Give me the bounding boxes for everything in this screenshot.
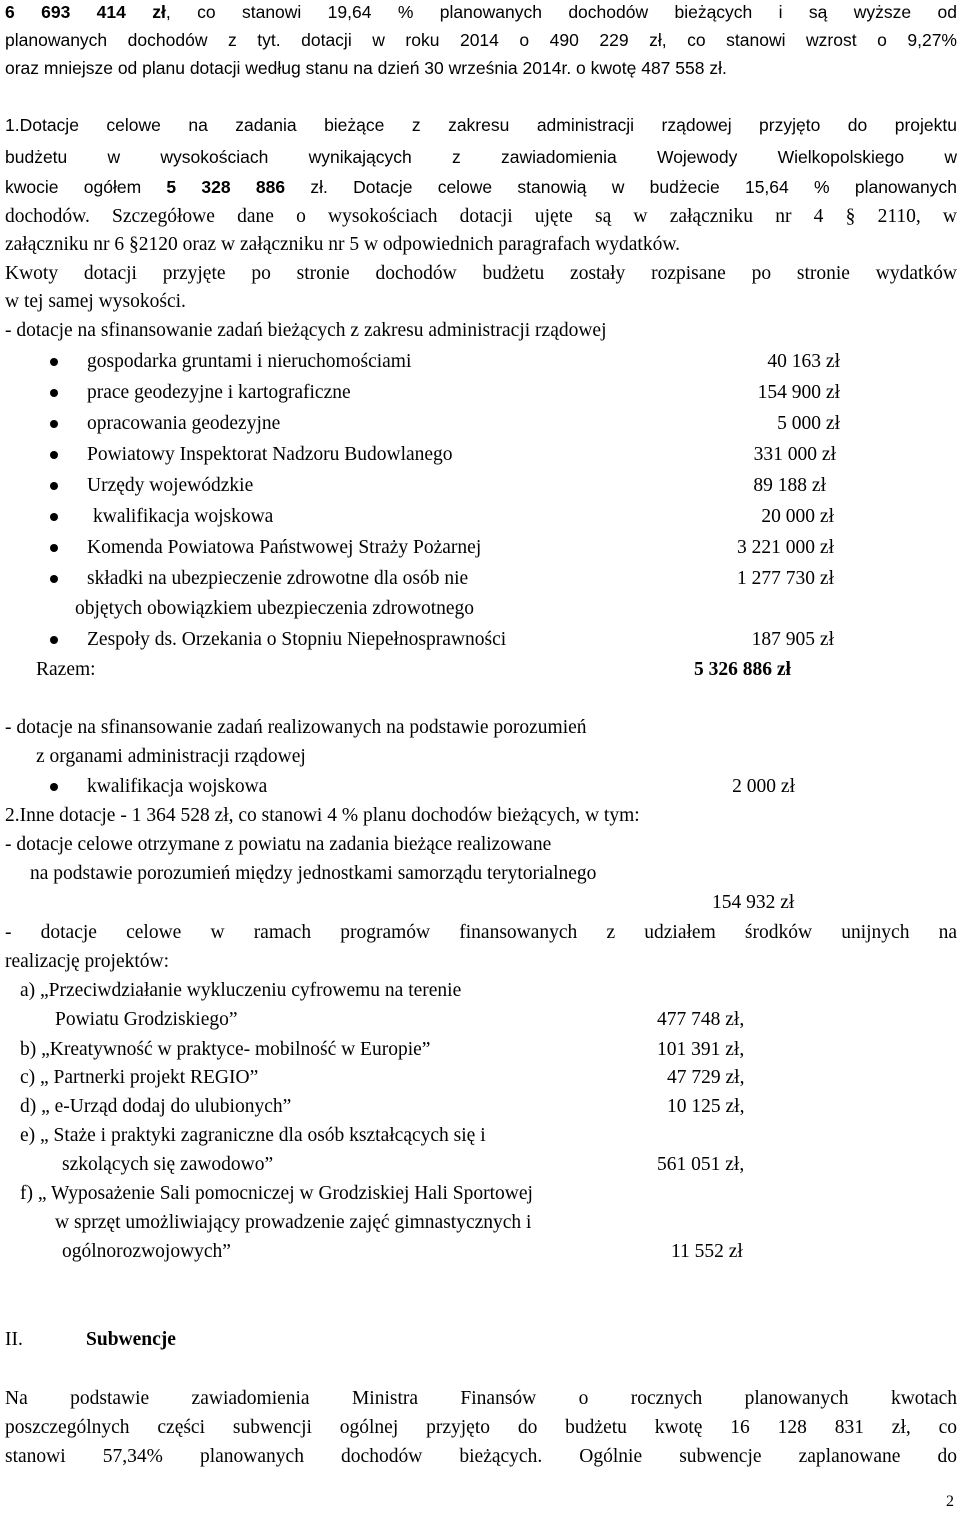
project-e-amount: 561 051 zł, bbox=[657, 1154, 745, 1175]
sec1-line-3: kwocie ogółem 5 328 886 zł. Dotacje celowe stanowią w budżecie 15,64 % planowanych bbox=[5, 177, 957, 197]
bullet-icon bbox=[50, 783, 58, 791]
item-amount: 2 000 zł bbox=[732, 776, 795, 797]
item-amount: 89 188 zł bbox=[753, 475, 826, 496]
bullet-icon bbox=[50, 482, 58, 490]
project-c: c) „ Partnerki projekt REGIO” bbox=[20, 1067, 259, 1088]
project-a-amount: 477 748 zł, bbox=[657, 1009, 745, 1030]
sec1-list-heading: - dotacje na sfinansowanie zadań bieżących z zakresu administracji rządowej bbox=[5, 320, 607, 341]
item-amount: 1 277 730 zł bbox=[737, 568, 834, 589]
list-item: prace geodezyjne i kartograficzne 154 900 zł bbox=[50, 380, 840, 406]
bullet-icon bbox=[50, 420, 58, 428]
sec1-line-7: w tej samej wysokości. bbox=[5, 291, 186, 312]
bullet-icon bbox=[50, 636, 58, 644]
project-a-cont: Powiatu Grodziskiego” bbox=[55, 1009, 238, 1030]
intro-line-2: planowanych dochodów z tyt. dotacji w roku 2014 o 490 229 zł, co stanowi wzrost o 9,27% bbox=[5, 30, 957, 50]
item-amount: 187 905 zł bbox=[751, 629, 834, 650]
sec3-line-1: Na podstawie zawiadomienia Ministra Finansów o rocznych planowanych kwotach bbox=[5, 1388, 957, 1409]
list-item: kwalifikacja wojskowa 2 000 zł bbox=[50, 774, 795, 800]
project-f-cont-2: ogólnorozwojowych” bbox=[62, 1241, 231, 1262]
sec1-line-6: Kwoty dotacji przyjęte po stronie dochodów budżetu zostały rozpisane po stronie wydatków bbox=[5, 263, 957, 284]
list-item: Urzędy wojewódzkie 89 188 zł bbox=[50, 473, 840, 499]
list-item: gospodarka gruntami i nieruchomościami 40 163 zł bbox=[50, 349, 840, 375]
list-item: opracowania geodezyjne 5 000 zł bbox=[50, 411, 840, 437]
project-d-amount: 10 125 zł, bbox=[667, 1096, 745, 1117]
item-amount: 154 900 zł bbox=[757, 382, 840, 403]
sec2-line-2: - dotacje celowe otrzymane z powiatu na zadania bieżące realizowane bbox=[5, 834, 552, 855]
project-e-cont: szkolących się zawodowo” bbox=[62, 1154, 274, 1175]
sec1-line-5: załączniku nr 6 §2120 oraz w załączniku nr 5 w odpowiednich paragrafach wydatków. bbox=[5, 234, 681, 255]
project-b-amount: 101 391 zł, bbox=[657, 1039, 745, 1060]
bullet-icon bbox=[50, 544, 58, 552]
item-amount: 331 000 zł bbox=[753, 444, 836, 465]
sec1-total-amount: 5 328 886 bbox=[166, 177, 286, 197]
project-f: f) „ Wyposażenie Sali pomocniczej w Grodziskiej Hali Sportowej bbox=[20, 1183, 533, 1204]
agreements-heading-cont: z organami administracji rządowej bbox=[36, 746, 306, 767]
project-a: a) „Przeciwdziałanie wykluczeniu cyfrowemu na terenie bbox=[20, 980, 462, 1001]
project-f-amount: 11 552 zł bbox=[671, 1241, 743, 1262]
project-c-amount: 47 729 zł, bbox=[667, 1067, 745, 1088]
list-item: składki na ubezpieczenie zdrowotne dla osób nie 1 277 730 zł bbox=[50, 566, 840, 592]
item-amount: 20 000 zł bbox=[761, 506, 834, 527]
sec2-line-3-amount: 154 932 zł bbox=[712, 892, 795, 913]
sec2-line-3: na podstawie porozumień między jednostkami samorządu terytorialnego bbox=[30, 863, 597, 884]
section-numeral: II. bbox=[5, 1329, 23, 1350]
sec3-line-3: stanowi 57,34% planowanych dochodów bieżących. Ogólnie subwencje zaplanowane do bbox=[5, 1446, 957, 1467]
list-item: Komenda Powiatowa Państwowej Straży Pożarnej 3 221 000 zł bbox=[50, 535, 840, 561]
sec1-line-2: budżetu w wysokościach wynikających z zawiadomienia Wojewody Wielkopolskiego w bbox=[5, 147, 957, 167]
project-f-cont-1: w sprzęt umożliwiający prowadzenie zajęć gimnastycznych i bbox=[55, 1212, 532, 1233]
item-amount: 5 000 zł bbox=[777, 413, 840, 434]
project-b: b) „Kreatywność w praktyce- mobilność w Europie” bbox=[20, 1039, 431, 1060]
bullet-icon bbox=[50, 575, 58, 583]
sec1-line-1: 1.Dotacje celowe na zadania bieżące z zakresu administracji rządowej przyjęto do projektu bbox=[5, 115, 957, 135]
list-item: Zespoły ds. Orzekania o Stopniu Niepełnosprawności 187 905 zł bbox=[50, 627, 840, 653]
sec2-line-4: - dotacje celowe w ramach programów finansowanych z udziałem środków unijnych na bbox=[5, 922, 957, 943]
bullet-icon bbox=[50, 451, 58, 459]
page-number: 2 bbox=[946, 1493, 954, 1510]
sec1-line-4: dochodów. Szczegółowe dane o wysokościach dotacji ujęte są w załączniku nr 4 § 2110, w bbox=[5, 206, 957, 227]
sec3-line-2: poszczególnych części subwencji ogólnej przyjęto do budżetu kwotę 16 128 831 zł, co bbox=[5, 1417, 957, 1438]
sec2-line-5: realizację projektów: bbox=[5, 951, 170, 972]
intro-line-1: 6 693 414 zł, co stanowi 19,64 % planowanych dochodów bieżących i są wyższe od bbox=[5, 2, 958, 22]
sec2-line-1: 2.Inne dotacje - 1 364 528 zł, co stanowi 4 % planu dochodów bieżących, w tym: bbox=[5, 805, 640, 826]
intro-line-3: oraz mniejsze od planu dotacji według stanu na dzień 30 września 2014r. o kwotę 487 558 zł. bbox=[5, 58, 727, 78]
agreements-heading: - dotacje na sfinansowanie zadań realizowanych na podstawie porozumień bbox=[5, 717, 587, 738]
list-item: Powiatowy Inspektorat Nadzoru Budowlanego 331 000 zł bbox=[50, 442, 840, 468]
bullet-icon bbox=[50, 513, 58, 521]
bullet-icon bbox=[50, 358, 58, 366]
project-d: d) „ e-Urząd dodaj do ulubionych” bbox=[20, 1096, 292, 1117]
section-title: Subwencje bbox=[86, 1329, 176, 1350]
intro-amount: 6 693 414 zł bbox=[5, 2, 166, 22]
list-item: kwalifikacja wojskowa 20 000 zł bbox=[50, 504, 840, 530]
list-item-continuation: objętych obowiązkiem ubezpieczenia zdrowotnego bbox=[75, 598, 475, 619]
total-amount: 5 326 886 zł bbox=[694, 659, 791, 680]
total-label: Razem: bbox=[36, 659, 96, 680]
item-amount: 3 221 000 zł bbox=[737, 537, 834, 558]
project-e: e) „ Staże i praktyki zagraniczne dla osób kształcących się i bbox=[20, 1125, 486, 1146]
bullet-icon bbox=[50, 389, 58, 397]
item-amount: 40 163 zł bbox=[767, 351, 840, 372]
